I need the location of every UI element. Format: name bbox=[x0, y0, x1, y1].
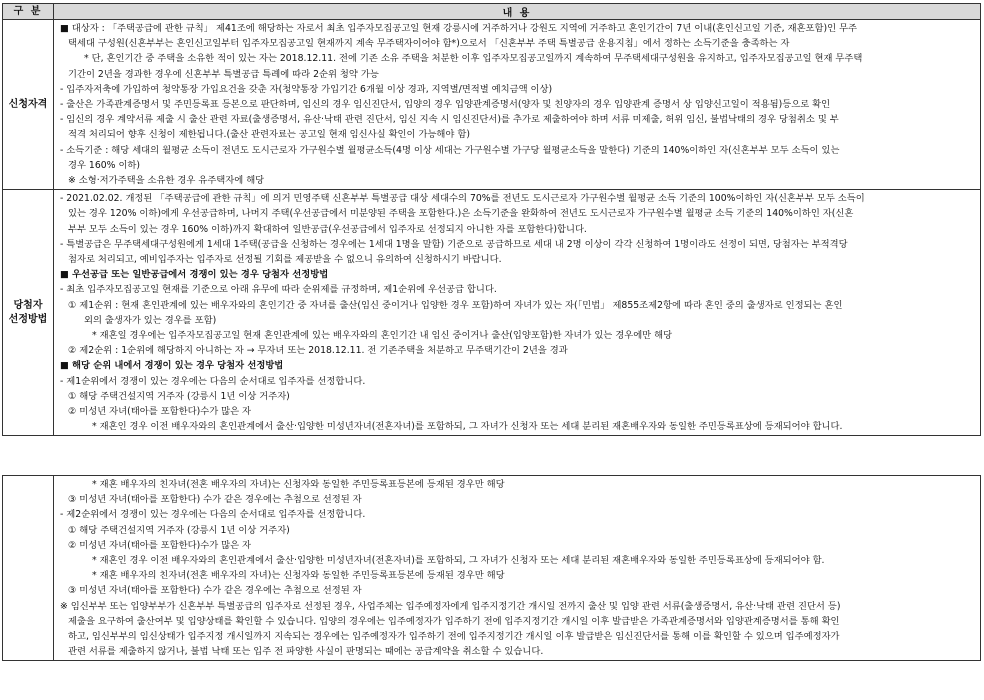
text-line: ■ 해당 순위 내에서 경쟁이 있는 경우 당첨자 선정방법 bbox=[60, 360, 284, 372]
section-content-eligibility bbox=[54, 20, 981, 190]
text-line: 택세대 구성원(신혼부부는 혼인신고일부터 입주자모집공고일 현재까지 계속 무주택자이어야 함*)으로서 「신혼부부 주택 특별공급 운용지침」에서 정하는 소득기준을 충족하는 자 bbox=[68, 38, 790, 50]
text-line: ① 해당 주택건설지역 거주자 (강릉시 1년 이상 거주자) bbox=[68, 524, 290, 536]
text-line: 제출을 요구하여 출산여부 및 입양상태를 확인할 수 있습니다. 입양의 경우에는 입주예정자가 입주하기 전에 입주지정기간 개시일 이후 발급받은 가족관계증명서와 입양관계증명서를 통해 확인 bbox=[68, 615, 840, 627]
section-label-selection-text: 당첨자 선정방법 bbox=[8, 299, 48, 325]
text-line: 외의 출생자가 있는 경우를 포함) bbox=[84, 314, 217, 326]
section-content-selection bbox=[54, 190, 981, 436]
text-line: - 소득기준 : 해당 세대의 월평균 소득이 전년도 도시근로자 가구원수별 월평균소득(4명 이상 세대는 가구원수별 가구당 월평균소득을 말한다) 기준의 140%이하인 자(신혼부부 모두 소득이 있는 bbox=[60, 144, 840, 156]
text-line: * 재혼인 경우 이전 배우자와의 혼인관계에서 출산·입양한 미성년자녀(전혼자녀)를 포함하되, 그 자녀가 신청자 또는 세대 분리된 재혼배우자와 동일한 주민등록표상에 등재되어야 함. bbox=[92, 555, 825, 567]
text-line: 관련 서류를 제출하지 않거나, 불법 낙태 또는 입주 전 파양한 사실이 판명되는 때에는 공급계약을 취소할 수 있습니다. bbox=[68, 646, 544, 658]
text-line: * 재혼 배우자의 친자녀(전혼 배우자의 자녀)는 신청자와 동일한 주민등록표등본에 등재된 경우만 해당 bbox=[92, 570, 505, 582]
text-line: - 최초 입주자모집공고일 현재를 기준으로 아래 유무에 따라 순위제를 규정하며, 제1순위에 우선공급 합니다. bbox=[60, 284, 497, 296]
section-eligibility-row bbox=[3, 20, 981, 190]
eligibility-table bbox=[2, 3, 981, 436]
continued-row bbox=[3, 476, 981, 661]
text-line: 부부 모두 소득이 있는 경우 160% 이하)까지 확대하여 일반공급(우선공급에서 입주자로 선정되지 아니한 자를 포함한다)합니다. bbox=[68, 223, 587, 235]
section-label-eligibility: 신청자격 bbox=[3, 20, 54, 190]
text-line: - 임신의 경우 계약서류 제출 시 출산 관련 자료(출생증명서, 유산·낙태 관련 진단서, 임신 지속 시 임신진단서)를 추가로 제출하여야 하며 서류 미제출, 허위 임신, 불법낙태의 경우 당첨취소 및 부 bbox=[60, 114, 839, 126]
text-line: - 제2순위에서 경쟁이 있는 경우에는 다음의 순서대로 입주자를 선정합니다. bbox=[60, 509, 366, 521]
text-line: 하고, 임신부부의 임신상태가 입주지정 개시일까지 지속되는 경우에는 입주예정자가 입주하기 전에 입주지정기간 개시일 이후 발급받은 임신진단서를 통해 이를 확인할 수 있으며 입주예정자가 bbox=[68, 631, 840, 643]
text-line: ■ 대상자 : 「주택공급에 관한 규칙」 제41조에 해당하는 자로서 최초 입주자모집공고일 현재 강릉시에 거주하거나 강원도 지역에 거주하고 혼인기간이 7년 이내(혼인신고일 기준, 재혼포함)인 무주 bbox=[60, 23, 858, 34]
section-selection-row bbox=[3, 190, 981, 436]
text-line: - 특별공급은 무주택세대구성원에게 1세대 1주택(공급을 신청하는 경우에는 1세대 1명을 말함) 기준으로 공급하므로 세대 내 2명 이상이 각각 신청하여 1명이라도 선정이 되면, 당첨자는 부적격당 bbox=[60, 238, 848, 250]
text-line: ※ 소형·저가주택을 소유한 경우 유주택자에 해당 bbox=[68, 175, 265, 187]
header-category: 구 분 bbox=[3, 4, 54, 20]
text-line: 적격 처리되어 향후 신청이 제한됩니다.(출산 관련자료는 공고일 현재 임신사실 확인이 가능해야 함) bbox=[68, 129, 470, 141]
text-line: * 재혼일 경우에는 입주자모집공고일 현재 혼인관계에 있는 배우자와의 혼인기간 내 임신 중이거나 출산(입양포함)한 자녀가 있는 경우에만 해당 bbox=[92, 330, 673, 342]
text-line: * 재혼 배우자의 친자녀(전혼 배우자의 자녀)는 신청자와 동일한 주민등록표등본에 등재된 경우만 해당 bbox=[92, 479, 505, 490]
section-label-selection bbox=[3, 190, 54, 436]
text-line: ■ 우선공급 또는 일반공급에서 경쟁이 있는 경우 당첨자 선정방법 bbox=[60, 269, 329, 281]
text-line: ① 제1순위 : 현재 혼인관계에 있는 배우자와의 혼인기간 중 자녀를 출산(임신 중이거나 입양한 경우 포함)하여 자녀가 있는 자(「민법」 제855조제2항에 따라 혼인 중의 출생자로 인정되는 혼인 bbox=[68, 299, 843, 311]
text-line: * 단, 혼인기간 중 주택을 소유한 적이 있는 자는 2018.12.11. 전에 기존 소유 주택을 처분한 이후 입주자모집공고일까지 계속하여 무주택세대구성원을 유지하고, 입주자모집공고일 현재 무주택 bbox=[84, 53, 863, 65]
text-line: ※ 임신부부 또는 입양부부가 신혼부부 특별공급의 입주자로 선정된 경우, 사업주체는 입주예정자에게 입주지정기간 개시일 전까지 출산 및 입양 관련 서류(출생증명서, 유산·낙태 관련 진단서 등) bbox=[60, 600, 841, 612]
table-header-row bbox=[3, 4, 981, 20]
text-line: ③ 미성년 자녀(태아를 포함한다) 수가 같은 경우에는 추첨으로 선정된 자 bbox=[68, 585, 362, 597]
text-line: ③ 미성년 자녀(태아를 포함한다) 수가 같은 경우에는 추첨으로 선정된 자 bbox=[68, 494, 362, 506]
text-line: - 제1순위에서 경쟁이 있는 경우에는 다음의 순서대로 입주자를 선정합니다. bbox=[60, 375, 366, 387]
text-line: ② 미성년 자녀(태아를 포함한다)수가 많은 자 bbox=[68, 539, 252, 551]
header-content: 내 용 bbox=[54, 4, 981, 20]
text-line: ① 해당 주택건설지역 거주자 (강릉시 1년 이상 거주자) bbox=[68, 390, 290, 402]
text-line: ② 미성년 자녀(태아를 포함한다)수가 많은 자 bbox=[68, 406, 252, 418]
continued-table bbox=[2, 475, 981, 661]
text-line: 기간이 2년을 경과한 경우에 신혼부부 특별공급 특례에 따라 2순위 청약 가능 bbox=[68, 68, 379, 80]
text-line: 경우 160% 이하) bbox=[68, 159, 141, 171]
text-line: - 출산은 가족관계증명서 및 주민등록표 등본으로 판단하며, 임신의 경우 임신진단서, 입양의 경우 입양관계증명서(양자 및 친양자의 경우 입양관계 증명서 상 입양신고일이 적용됨)등으로 확인 bbox=[60, 99, 831, 111]
text-line: * 재혼인 경우 이전 배우자와의 혼인관계에서 출산·입양한 미성년자녀(전혼자녀)를 포함하되, 그 자녀가 신청자 또는 세대 분리된 재혼배우자와 동일한 주민등록표상에 등재되어야 합니다. bbox=[92, 421, 843, 433]
text-line: - 2021.02.02. 개정된 「주택공급에 관한 규칙」에 의거 민영주택 신혼부부 특별공급 대상 세대수의 70%를 전년도 도시근로자 가구원수별 월평균 소득 기준의 100%이하인 자(신혼부부 모두 소득이 bbox=[60, 193, 865, 205]
continued-label-cell bbox=[3, 476, 54, 661]
text-line: ② 제2순위 : 1순위에 해당하지 아니하는 자 → 무자녀 또는 2018.12.11. 전 기존주택을 처분하고 무주택기간이 2년을 경과 bbox=[68, 345, 568, 357]
text-line: 있는 경우 120% 이하)에게 우선공급하며, 나머지 주택(우선공급에서 미분양된 주택을 포함한다.)은 소득기준을 완화하여 전년도 도시근로자 가구원수별 월평균 소득 기준의 140%이하인 자(신혼 bbox=[68, 208, 854, 220]
text-line: 첨자로 처리되고, 예비입주자는 입주자로 선정될 기회를 제공받을 수 없으니 유의하여 신청하시기 바랍니다. bbox=[68, 254, 502, 266]
continued-content bbox=[54, 476, 981, 661]
text-line: - 입주자저축에 가입하여 청약통장 가입요건을 갖춘 자(청약통장 가입기간 6개월 이상 경과, 지역별/면적별 예치금액 이상) bbox=[60, 83, 553, 95]
